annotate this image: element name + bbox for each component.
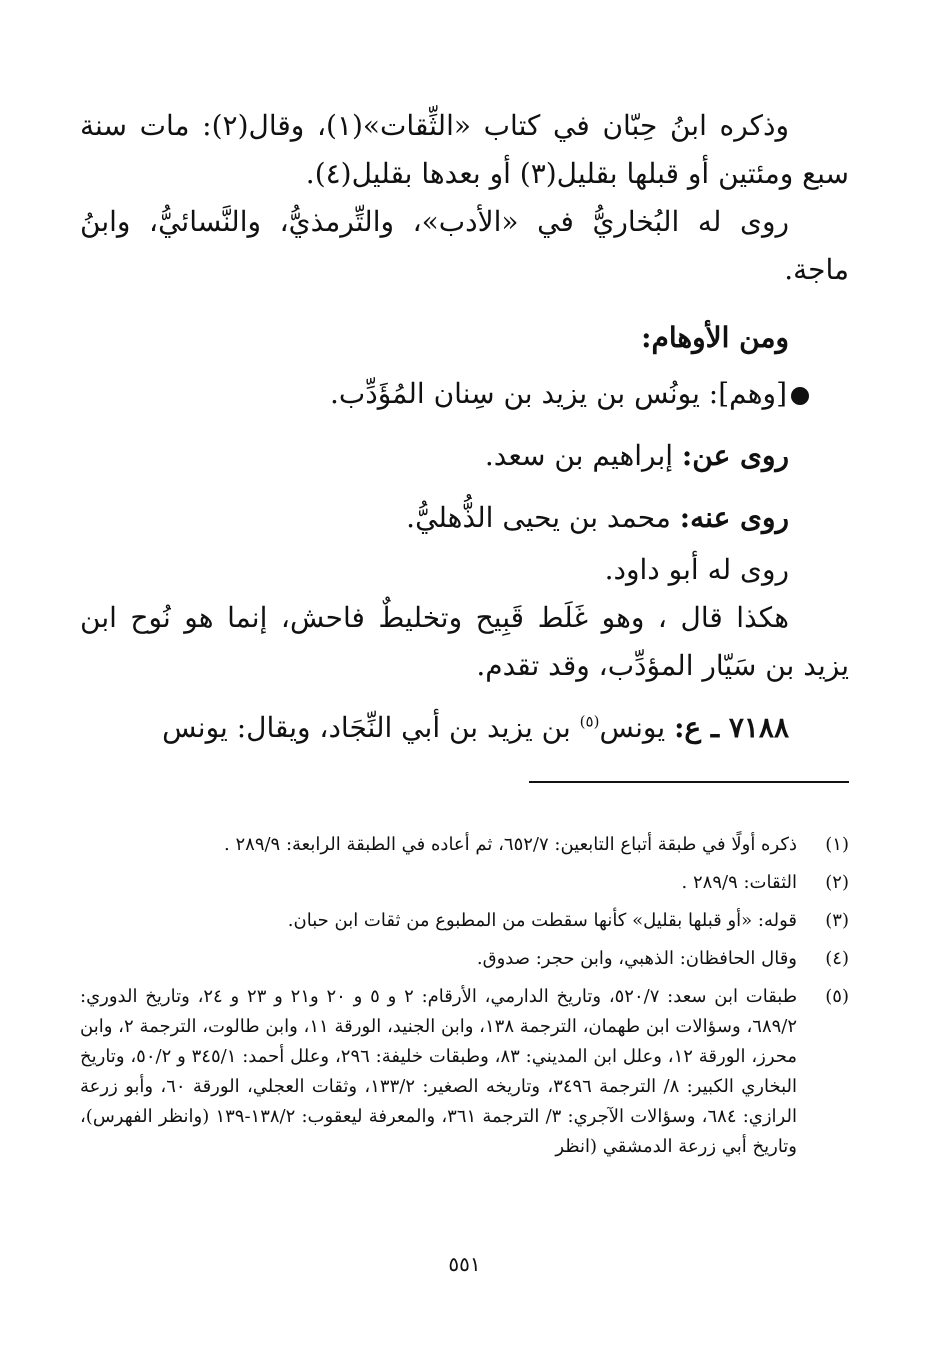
- footnote-number: (٣): [825, 910, 849, 931]
- rawa-lahu-line: روى له أبو داود.: [604, 553, 789, 586]
- footnote-number: (٢): [825, 872, 849, 893]
- bullet-icon: [791, 387, 809, 405]
- footnote-item: [80, 982, 849, 1162]
- footnote-item: [80, 906, 849, 936]
- biography-number: ٧١٨٨ ـ ع:: [674, 711, 789, 744]
- section-heading: ومن الأوهام:: [641, 321, 789, 354]
- rawa-an-line: [80, 432, 849, 480]
- rawa-anhu-line: [80, 494, 849, 542]
- entry-label: [وهم]:: [708, 377, 787, 410]
- wahm-entry: [80, 370, 849, 418]
- footnote-item: [80, 830, 849, 860]
- footnote-ref: (٥): [579, 712, 600, 731]
- footnote-number: (٤): [825, 948, 849, 969]
- entry-name: يونُس بن يزيد بن سِنان المُؤَدِّب.: [329, 377, 700, 410]
- footnote-text: ذكره أولًا في طبقة أتباع التابعين: ٦٥٢/٧، ثم أعاده في الطبقة الرابعة: ٢٨٩/٩ .: [224, 834, 797, 855]
- rawa-an-text: إبراهيم بن سعد.: [484, 439, 674, 472]
- main-text: [80, 102, 849, 752]
- page-number: ٥٥١: [448, 1252, 481, 1276]
- footnote-separator: [529, 781, 849, 783]
- footnote-item: [80, 944, 849, 974]
- footnote-text: الثقات: ٢٨٩/٩ .: [681, 872, 797, 893]
- footnote-item: [80, 868, 849, 898]
- footnotes: [80, 830, 849, 1170]
- biography-heading: [80, 704, 849, 752]
- rawa-anhu-lead: روى عنه:: [679, 501, 789, 534]
- footnote-text: طبقات ابن سعد: ٥٢٠/٧، وتاريخ الدارمي، الأرقام: ٢ و ٥ و ٢٠ و٢١ و ٢٣ و ٢٤، وتاريخ الدوري: ٦٨٩/٢، وسؤالات ابن طهمان، الترجمة ١٣٨، وابن الجنيد، الورقة ١١، وابن طالوت، الترجمة ٢، وابن محرز، الورقة ١٢، وعلل ابن المديني: ٨٣، وطبقات خليفة: ٢٩٦، وعلل أحمد: ٣٤٥/١ و ٥٠/٢، وتاريخ البخاري الكبير: ٨/ الترجمة ٣٤٩٦، وتاريخه الصغير: ١٣٣/٢، وثقات العجلي، الورقة ٦٠، وأبو زرعة الرازي: ٦٨٤، وسؤالات الآجري: ٣/ الترجمة ٣٦١، والمعرفة ليعقوب: ١٣٨/٢-١٣٩ (وانظر الفهرس)، وتاريخ أبي زرعة الدمشقي (انظر: [80, 986, 798, 1157]
- rawa-anhu-text: محمد بن يحيى الذُّهليُّ.: [406, 501, 671, 534]
- paragraph-correction: هكذا قال ، وهو غَلَط قَبِيح وتخليطٌ فاحش، إنما هو نُوح ابن يزيد بن سَيّار المؤدِّب، وقد تقدم.: [80, 601, 849, 682]
- rawa-an-lead: روى عن:: [681, 439, 789, 472]
- biography-rest: بن يزيد بن أبي النِّجَاد، ويقال: يونس: [162, 711, 571, 744]
- biography-name: يونس: [599, 711, 666, 744]
- footnote-number: (٥): [825, 986, 849, 1007]
- paragraph-thiqat: وذكره ابنُ حِبّان في كتاب «الثِّقات»(١)، وقال(٢): مات سنة سبع ومئتين أو قبلها بقليل(٣) أو بعدها بقليل(٤).: [80, 109, 849, 190]
- footnote-text: قوله: «أو قبلها بقليل» كأنها سقطت من المطبوع من ثقات ابن حبان.: [287, 910, 797, 931]
- footnote-number: (١): [825, 834, 849, 855]
- footnote-text: وقال الحافظان: الذهبي، وابن حجر: صدوق.: [476, 948, 797, 969]
- paragraph-narrators: روى له البُخاريُّ في «الأدب»، والتِّرمذيُّ، والنَّسائيُّ، وابنُ ماجة.: [80, 205, 849, 286]
